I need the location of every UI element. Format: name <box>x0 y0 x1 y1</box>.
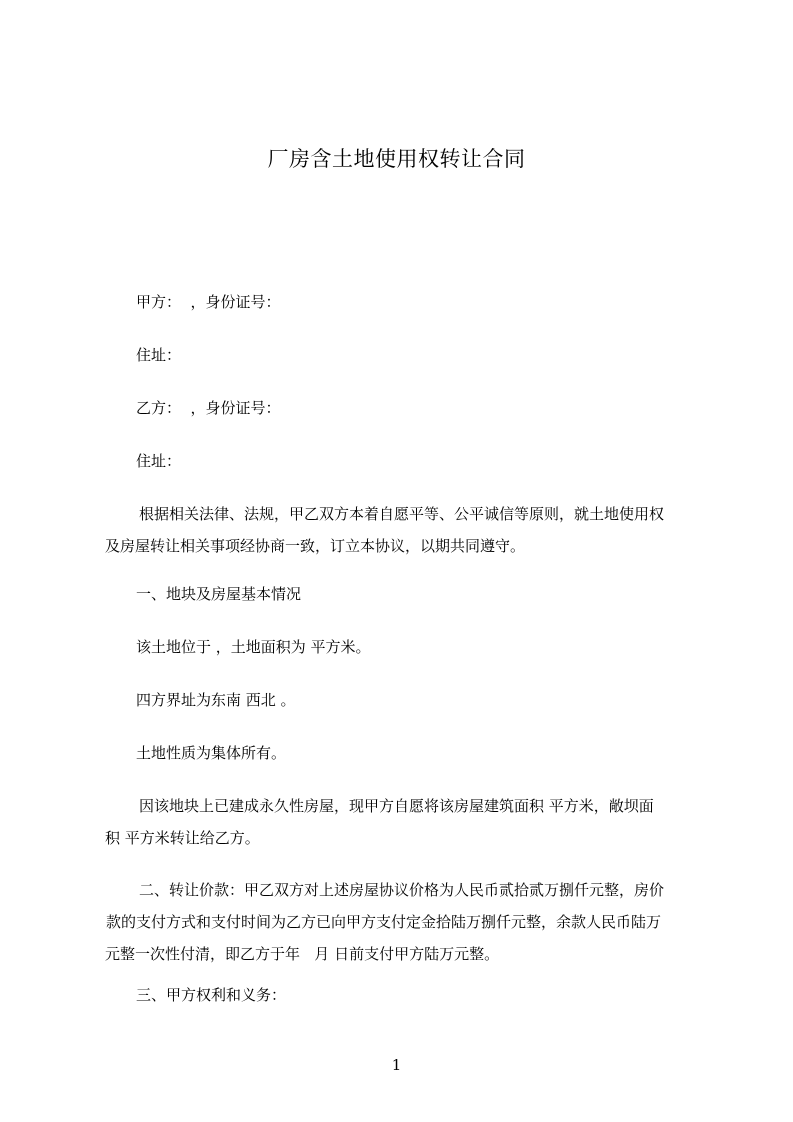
party-b-address: 住址： <box>136 452 182 470</box>
party-b-line: 乙方： ，身份证号： <box>136 399 281 417</box>
intro-line-1: 根据相关法律、法规，甲乙双方本着自愿平等、公平诚信等原则，就土地使用权 <box>139 505 665 523</box>
price-line-2: 款的支付方式和支付时间为乙方已向甲方支付定金拾陆万捌仟元整，余款人民币陆万 <box>106 913 662 931</box>
party-a-address: 住址： <box>136 346 182 364</box>
building-line-1: 因该地块上已建成永久性房屋，现甲方自愿将该房屋建筑面积 平方米，敞坝面 <box>139 797 654 815</box>
section-3-heading: 三、甲方权利和义务： <box>136 986 287 1004</box>
page-number: 1 <box>391 1056 402 1074</box>
price-line-3: 元整一次性付清，即乙方于年 月 日前支付甲方陆万元整。 <box>105 945 500 963</box>
boundaries-line: 四方界址为东南 西北 。 <box>136 691 296 709</box>
price-line-1: 二、转让价款：甲乙双方对上述房屋协议价格为人民币贰拾贰万捌仟元整，房价 <box>139 881 665 899</box>
land-location-line: 该土地位于 ，土地面积为 平方米。 <box>136 638 371 656</box>
building-line-2: 积 平方米转让给乙方。 <box>105 829 260 847</box>
price-paragraph <box>105 874 700 970</box>
party-a-line: 甲方： ，身份证号： <box>136 293 281 311</box>
intro-line-2: 及房屋转让相关事项经协商一致，订立本协议，以期共同遵守。 <box>105 537 526 555</box>
section-1-heading: 一、地块及房屋基本情况 <box>136 585 302 603</box>
building-paragraph <box>105 790 700 854</box>
intro-paragraph <box>105 498 700 562</box>
land-nature-line: 土地性质为集体所有。 <box>136 744 287 762</box>
document-title: 厂房含土地使用权转让合同 <box>267 147 526 171</box>
